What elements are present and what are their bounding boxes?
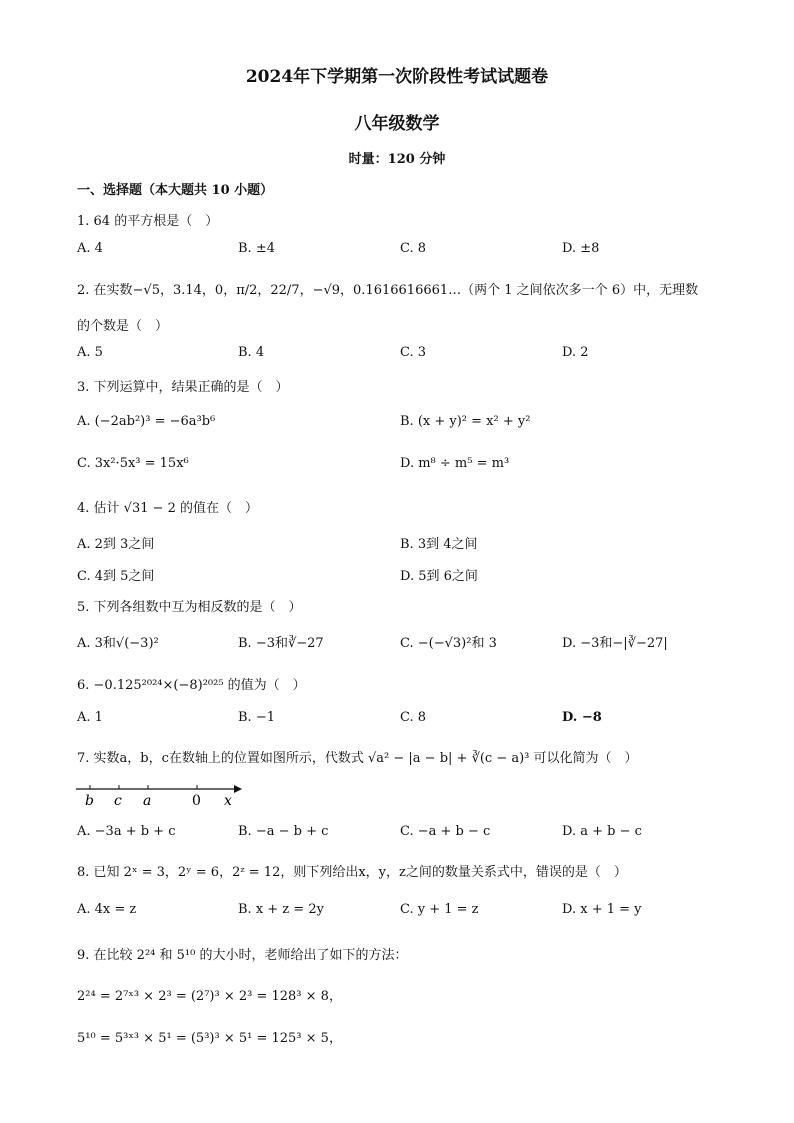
q5-option-d: D. −3和−|∛−27|	[562, 636, 668, 651]
question-8-stem: 8. 已知 2ˣ = 3，2ʸ = 6，2ᶻ = 12，则下列给出x，y，z之间的数量关系式中，错误的是（ ）	[77, 865, 627, 880]
label-0: 0	[192, 793, 201, 809]
label-c: c	[114, 793, 122, 809]
label-b: b	[85, 793, 94, 809]
q2-option-b: B. 4	[238, 345, 265, 360]
q1-option-d: D. ±8	[562, 241, 600, 256]
q6-option-a: A. 1	[77, 710, 103, 725]
exam-time: 时量：120 分钟	[348, 152, 446, 167]
q7-option-a: A. −3a + b + c	[77, 824, 176, 839]
label-x: x	[224, 793, 232, 809]
question-2-stem: 2. 在实数−√5，3.14，0，π/2，22/7，−√9，0.1616616661…（两个 1 之间依次多一个 6）中，无理数	[77, 283, 699, 298]
question-4-stem: 4. 估计 √31 − 2 的值在（ ）	[77, 501, 259, 516]
q7-option-d: D. a + b − c	[562, 824, 642, 839]
q9-line-1: 2²⁴ = 2⁷ˣ³ × 2³ = (2⁷)³ × 2³ = 128³ × 8，	[77, 989, 342, 1004]
question-3-stem: 3. 下列运算中，结果正确的是（ ）	[77, 380, 289, 395]
q2-option-a: A. 5	[77, 345, 103, 360]
q3-option-c: C. 3x²·5x³ = 15x⁶	[77, 456, 189, 471]
question-5-stem: 5. 下列各组数中互为相反数的是（ ）	[77, 600, 302, 615]
q6-option-b: B. −1	[238, 710, 275, 725]
q8-option-d: D. x + 1 = y	[562, 902, 642, 917]
q4-option-d: D. 5到 6之间	[400, 569, 478, 584]
q8-option-c: C. y + 1 = z	[400, 902, 479, 917]
q6-option-d: D. −8	[562, 710, 602, 725]
q6-option-c: C. 8	[400, 710, 427, 725]
label-a: a	[143, 793, 152, 809]
section-heading: 一、选择题（本大题共 10 小题）	[77, 183, 274, 198]
q2-option-d: D. 2	[562, 345, 589, 360]
q3-option-d: D. m⁸ ÷ m⁵ = m³	[400, 456, 510, 471]
q8-option-a: A. 4x = z	[77, 902, 137, 917]
question-1-stem: 1. 64 的平方根是（ ）	[77, 214, 219, 229]
q5-option-a: A. 3和√(−3)²	[77, 636, 159, 651]
q1-option-c: C. 8	[400, 241, 427, 256]
q1-option-b: B. ±4	[238, 241, 275, 256]
q7-option-b: B. −a − b + c	[238, 824, 329, 839]
exam-subtitle: 八年级数学	[354, 114, 440, 134]
question-9-stem: 9. 在比较 2²⁴ 和 5¹⁰ 的大小时，老师给出了如下的方法：	[77, 948, 408, 963]
q1-option-a: A. 4	[77, 241, 103, 256]
q9-line-2: 5¹⁰ = 5³ˣ³ × 5¹ = (5³)³ × 5¹ = 125³ × 5，	[77, 1031, 342, 1046]
q5-option-c: C. −(−√3)²和 3	[400, 636, 497, 651]
q5-option-b: B. −3和∛−27	[238, 636, 324, 651]
q3-option-b: B. (x + y)² = x² + y²	[400, 414, 531, 429]
number-line-figure	[74, 780, 249, 810]
q4-option-b: B. 3到 4之间	[400, 537, 478, 552]
exam-title: 2024年下学期第一次阶段性考试试题卷	[245, 67, 549, 87]
q3-option-a: A. (−2ab²)³ = −6a³b⁶	[77, 414, 216, 429]
question-6-stem: 6. −0.125²⁰²⁴×(−8)²⁰²⁵ 的值为（ ）	[77, 678, 306, 693]
q4-option-a: A. 2到 3之间	[77, 537, 155, 552]
q2-option-c: C. 3	[400, 345, 427, 360]
q4-option-c: C. 4到 5之间	[77, 569, 155, 584]
question-7-stem: 7. 实数a，b，c在数轴上的位置如图所示，代数式 √a² − |a − b| + ∛(c − a)³ 可以化简为（ ）	[77, 751, 638, 766]
question-2-stem-cont: 的个数是（ ）	[77, 319, 169, 334]
q7-option-c: C. −a + b − c	[400, 824, 491, 839]
q8-option-b: B. x + z = 2y	[238, 902, 324, 917]
number-line-arrow	[234, 785, 242, 793]
